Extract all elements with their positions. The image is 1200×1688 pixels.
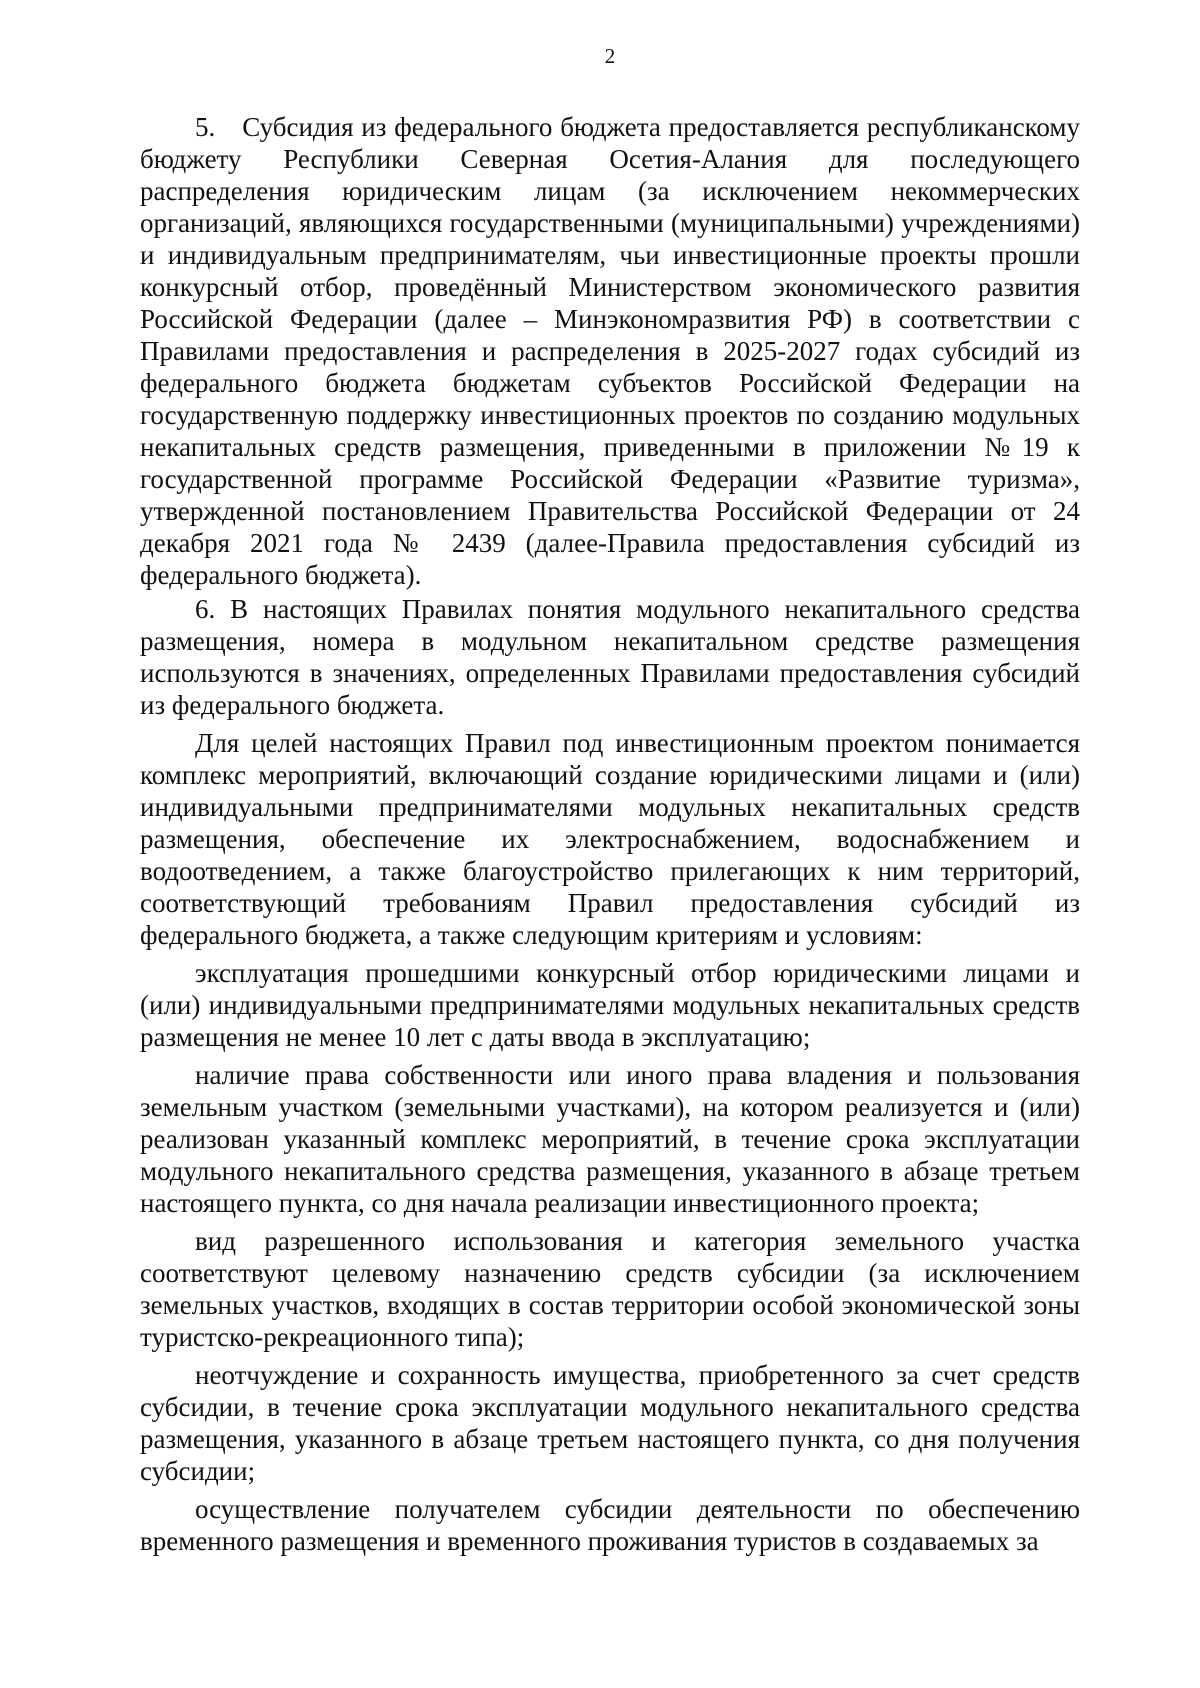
paragraph-criterion-accommodation: осуществление получателем субсидии деятельности по обеспечению временного размещения и временного проживания туристов в создаваемых за: [140, 1494, 1080, 1556]
document-body: [140, 111, 1080, 1559]
paragraph-item-6: 6. В настоящих Правилах понятия модульного некапитального средства размещения, номера в модульном некапитальном средстве размещения используются в значениях, определенных Правилами предоставления субсидий из федерального бюджета.: [140, 594, 1080, 720]
paragraph-criterion-land-use: вид разрешенного использования и категория земельного участка соответствуют целевому назначению средств субсидии (за исключением земельных участков, входящих в состав территории особой экономической зоны туристско-рекреационного типа);: [140, 1226, 1080, 1352]
paragraph-item-5: 5. Субсидия из федерального бюджета предоставляется республиканскому бюджету Республики Северная Осетия-Алания для последующего распределения юридическим лицам (за исключением некоммерческих организаций, являющихся государственными (муниципальными) учреждениями) и индивидуальным предпринимателям, чьи инвестиционные проекты прошли конкурсный отбор, проведённый Министерством экономического развития Российской Федерации (далее – Минэкономразвития РФ) в соответствии с Правилами предоставления и распределения в 2025-2027 годах субсидий из федерального бюджета бюджетам субъектов Российской Федерации на государственную поддержку инвестиционных проектов по созданию модульных некапитальных средств размещения, приведенными в приложении №19 к государственной программе Российской Федерации «Развитие туризма», утвержденной постановлением Правительства Российской Федерации от 24 декабря 2021 года № 2439 (далее-Правила предоставления субсидий из федерального бюджета).: [140, 112, 1080, 590]
paragraph-criterion-operation: эксплуатация прошедшими конкурсный отбор юридическими лицами и (или) индивидуальными предпринимателями модульных некапитальных средств размещения не менее 10 лет с даты ввода в эксплуатацию;: [140, 958, 1080, 1052]
paragraph-investment-project-definition: Для целей настоящих Правил под инвестиционным проектом понимается комплекс мероприятий, включающий создание юридическими лицами и (или) индивидуальными предпринимателями модульных некапитальных средств размещения, обеспечение их электроснабжением, водоснабжением и водоотведением, а также благоустройство прилегающих к ним территорий, соответствующий требованиям Правил предоставления субсидий из федерального бюджета, а также следующим критериям и условиям:: [140, 728, 1080, 950]
paragraph-criterion-land-rights: наличие права собственности или иного права владения и пользования земельным участком (земельными участками), на котором реализуется и (или) реализован указанный комплекс мероприятий, в течение срока эксплуатации модульного некапитального средства размещения, указанного в абзаце третьем настоящего пункта, со дня начала реализации инвестиционного проекта;: [140, 1060, 1080, 1218]
page-number: 2: [604, 44, 616, 68]
paragraph-criterion-property: неотчуждение и сохранность имущества, приобретенного за счет средств субсидии, в течение срока эксплуатации модульного некапитального средства размещения, указанного в абзаце третьем настоящего пункта, со дня получения субсидии;: [140, 1360, 1080, 1486]
